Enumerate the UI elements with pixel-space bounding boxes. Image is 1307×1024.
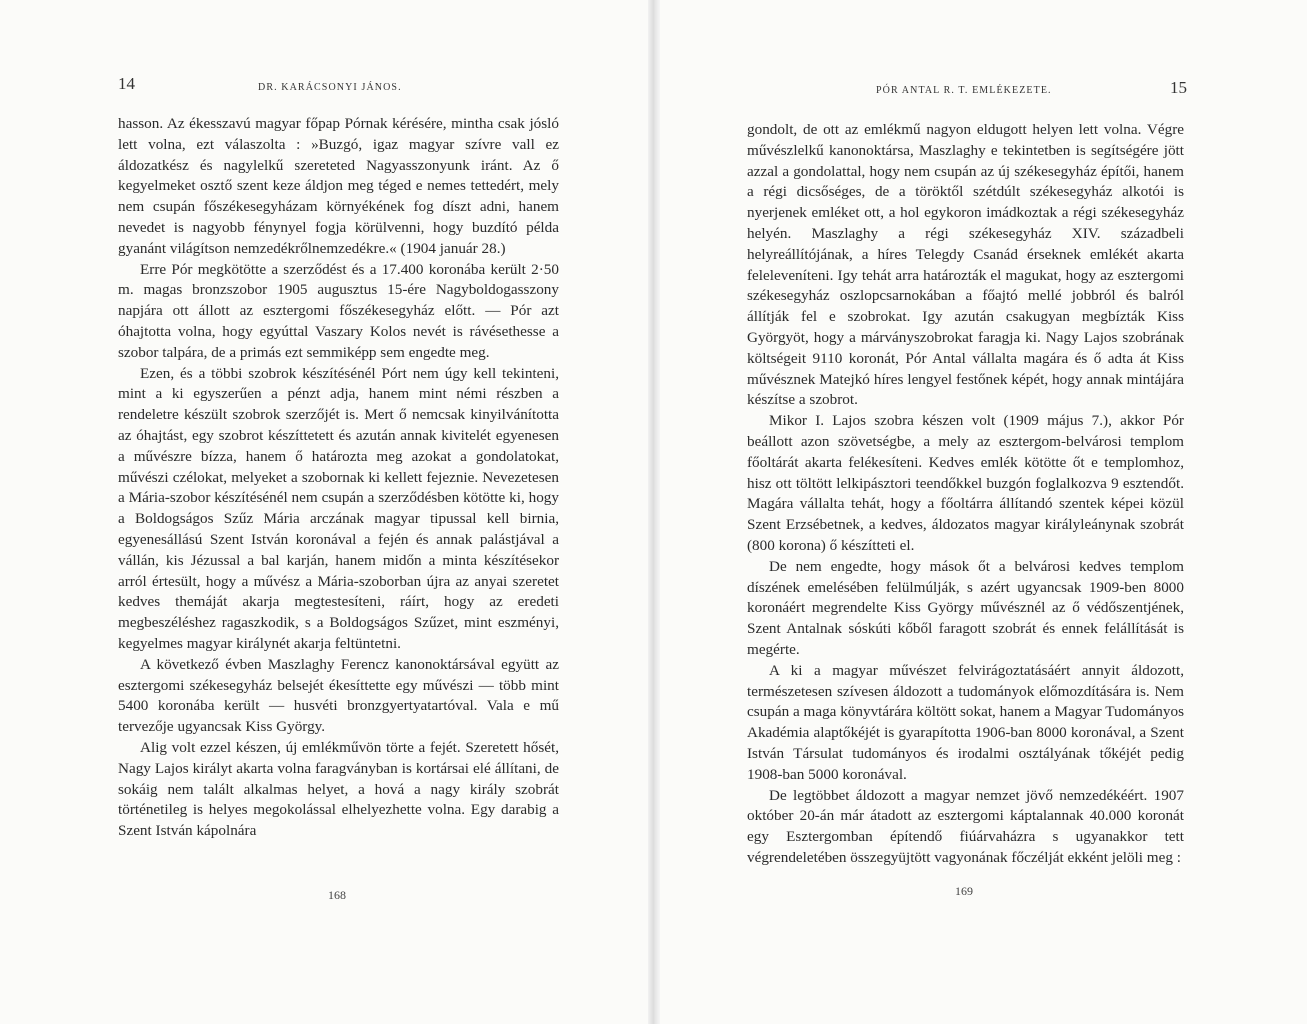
right-paragraph: De legtöbbet áldozott a magyar nemzet jövő nemzedékéért. 1907 október 20-án már átadott az esztergomi káptalannak 40.000 koronát egy Esztergomban építendő fiúárvaházra s ugyanakkor tett végrendeletében összegyüjtött vagyonának főczélját ekként jelöli meg :	[747, 786, 1184, 866]
left-paragraph: hasson. Az ékesszavú magyar főpap Pórnak kérésére, mintha csak jósló lett volna, ezt válaszolta : »Buzgó, igaz magyar szívre vall ez áldozatkész és nagylelkű szereteted Nagyasszonyunk iránt. Az ő kegyelmeket osztő szent keze áldjon meg téged e nemes tettedért, mely nem csupán főszékesegyházam környékének fog díszt adni, hanem nevedet is nagyobb fénynyel fogja körülvenni, hogy buzdító példa gyanánt világítson nemzedékrőlnemzedékre.« (1904 január 28.)	[118, 115, 559, 257]
right-signature-mark: 169	[955, 884, 973, 898]
right-paragraph: A ki a magyar művészet felvirágoztatásáért annyit áldozott, természetesen szívesen áldozott a tudományok előmozdítására is. Nem csupán a maga könyvtárára költött sokat, hanem a Magyar Tudományos Akadémia alaptőkéjét is gyarapította 1906-ban 8000 koronával, a Szent István Társulat tudományos és irodalmi osztályának tőkéjét pedig 1908-ban 5000 koronával.	[747, 661, 1184, 783]
right-paragraph: De nem engedte, hogy mások őt a belvárosi kedves templom díszének emelésében felülmúlják, s azért ugyancsak 1909-ben 8000 koronáért megrendelte Kiss György művésznél az ő védőszentjének, Szent Antalnak sóskúti kőből faragott szobrát és ennek felállítását is megérte.	[747, 557, 1184, 658]
right-page-number: 15	[1170, 78, 1187, 97]
left-paragraph: Ezen, és a többi szobrok készítésénél Pórt nem úgy kell tekinteni, mint a ki egyszerűen a pénzt adja, hanem mint némi részben a rendeletre készült szobrok szerzőjét is. Mert ő nemcsak kinyilvánította az óhajtást, egy szobrot készíttetett és azután annak kivitelét egyenesen a művészre bízza, hanem ő határozta meg azokat a gondolatokat, művészi czélokat, melyeket a szobornak ki kellett fejeznie. Nevezetesen a Mária-szobor készítésénél nem csupán a szerződésben kötötte ki, hogy a Boldogságos Szűz Mária arczának magyar tipussal kell birnia, egyenesállású Szent István koronával a fején és annak palástjával a vállán, kis Jézussal a bal karján, hanem midőn a minta készítésekor arról értesült, hogy a művész a Mária-szoborban újra az anyai szeretet kedves themáját akarja megtestesíteni, ráírt, hogy az eredeti megbeszéléshez ragaszkodik, s a Boldogságos Szűzet, mint eszményi, kegyelmes magyar királynét akarja feltüntetni.	[118, 364, 559, 652]
left-signature-mark: 168	[328, 888, 346, 902]
left-paragraph: Alig volt ezzel készen, új emlékművön törte a fejét. Szeretett hősét, Nagy Lajos királyt akarta volna faragványban is kortársai elé állítani, de sokáig nem talált alkalmas helyet, a hová a nagy király szobrát történetileg is helyes megokolással elhelyezhette volna. Egy darabig a Szent István kápolnára	[118, 738, 559, 840]
book-gutter	[648, 0, 660, 1024]
left-paragraph: Erre Pór megkötötte a szerződést és a 17.400 koronába került 2·50 m. magas bronzszobor 1905 augusztus 15-ére Nagyboldogasszony napjára ott állott az esztergomi főszékesegyház előtt. — Pór azt óhajtotta volna, hogy egyúttal Vaszary Kolos nevét is rávésethesse a szobor talpára, de a primás ezt semmiképp sem engedte meg.	[118, 260, 559, 361]
left-page	[0, 0, 648, 1024]
right-body-text	[747, 120, 1184, 869]
left-body-text	[118, 114, 559, 842]
right-paragraph: gondolt, de ott az emlékmű nagyon eldugott helyen lett volna. Végre művészlelkű kanonoktársa, Maszlaghy e tekintetben is segítségére jött azzal a gondolattal, hogy nem csupán az új székesegyház építői, hanem a régi dicsőséges, de a töröktől szétdúlt székesegyház alkotói is nyerjenek emléket ott, a hol egykoron imádkoztak a régi székesegyház helyén. Maszlaghy a régi székesegyház XIV. századbeli helyreállítójának, a híres Telegdy Csanád érseknek emlékét akarta feleleveníteni. Igy tehát arra határozták el magukat, hogy az esztergomi székesegyház oszlopcsarnokában a főajtó mellé jobbról és balról állítják fel e szobrokat. Igy azután csakugyan megbízták Kiss Györgyöt, hogy a márványszobrokat faragja ki. Nagy Lajos szobrának költségeit 9110 koronát, Pór Antal vállalta magára és ő adta át Kiss művésznek Matejkó híres lengyel festőnek képét, hogy annak mintájára készítse a szobrot.	[747, 121, 1184, 409]
right-page	[660, 0, 1307, 1024]
left-running-head: DR. KARÁCSONYI JÁNOS.	[258, 82, 402, 93]
right-paragraph: Mikor I. Lajos szobra készen volt (1909 május 7.), akkor Pór beállott azon szövetségbe, a mely az esztergom-belvárosi templom főoltárát akarta felékesíteni. Kedves emlék kötötte őt e templomhoz, hisz ott töltött lelkipásztori teendőkkel buzgón foglalkozva 9 esztendőt. Magára vállalta tehát, hogy a főoltárra állítandó szentek képei közül Szent Erzsébetnek, a kedves, áldozatos magyar királyleánynak szobrát (800 korona) ő készítteti el.	[747, 412, 1184, 554]
left-paragraph: A következő évben Maszlaghy Ferencz kanonoktársával együtt az esztergomi székesegyház belsejét ékesíttette egy művészi — több mint 5400 koronába került — husvéti bronzgyertyatartóval. Vala e mű tervezője ugyancsak Kiss György.	[118, 655, 559, 736]
left-page-number: 14	[118, 74, 135, 93]
right-running-head: PÓR ANTAL R. T. EMLÉKEZETE.	[876, 85, 1052, 96]
